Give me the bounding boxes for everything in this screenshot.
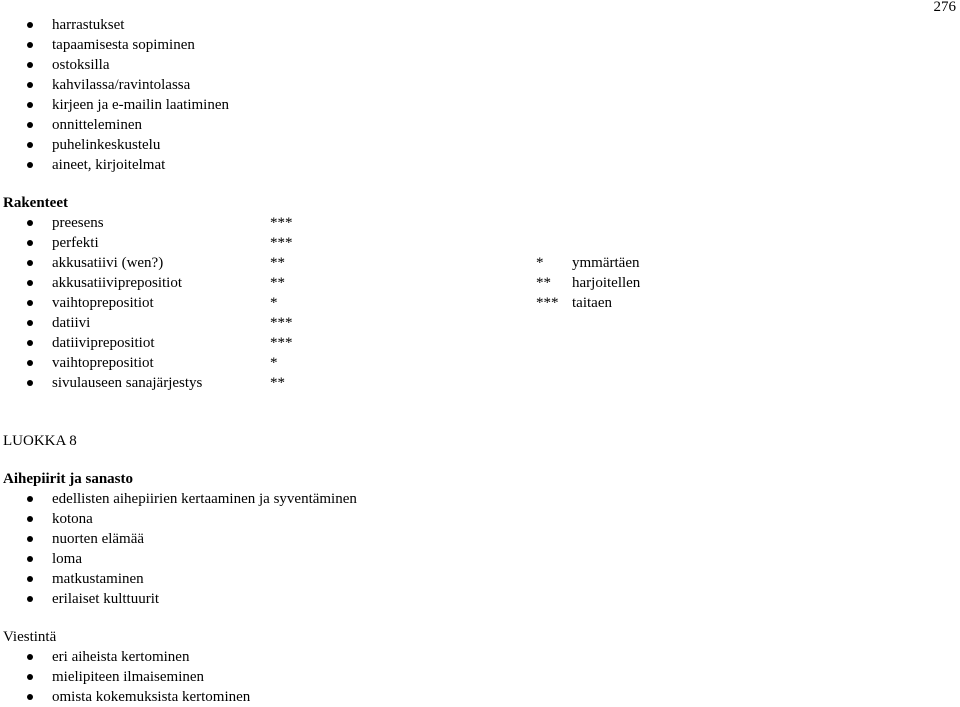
list-item: matkustaminen: [0, 569, 357, 589]
list-item: tapaamisesta sopiminen: [0, 35, 229, 55]
legend-label: harjoitellen: [572, 275, 641, 291]
list-item: aineet, kirjoitelmat: [0, 155, 229, 175]
star-rating: ***: [270, 315, 293, 331]
list-item: onnitteleminen: [0, 115, 229, 135]
list-item: puhelinkeskustelu: [0, 135, 229, 155]
structure-name: datiivi: [52, 315, 91, 331]
bullet-icon: [27, 556, 33, 562]
star-rating: ***: [270, 215, 293, 231]
star-rating: **: [270, 255, 285, 271]
bullet-icon: [27, 82, 33, 88]
legend-stars: *: [536, 255, 544, 271]
bullet-icon: [27, 516, 33, 522]
legend-stars: ***: [536, 295, 559, 311]
structure-name: akkusatiiviprepositiot: [52, 275, 182, 291]
bullet-icon: [27, 62, 33, 68]
list-item: [0, 273, 293, 293]
bullet-icon: [27, 42, 33, 48]
list-item: omista kokemuksista kertominen: [0, 687, 250, 707]
list-item: [0, 253, 293, 273]
list-item: kirjeen ja e-mailin laatiminen: [0, 95, 229, 115]
star-rating: **: [270, 275, 285, 291]
structure-name: preesens: [52, 215, 104, 231]
list-item: kahvilassa/ravintolassa: [0, 75, 229, 95]
star-legend: [536, 253, 640, 313]
list-item: loma: [0, 549, 357, 569]
legend-label: taitaen: [572, 295, 612, 311]
list-item: harrastukset: [0, 15, 229, 35]
structure-name: perfekti: [52, 235, 99, 251]
bullet-icon: [27, 102, 33, 108]
list-item: [0, 233, 293, 253]
aihepiirit-heading: Aihepiirit ja sanasto: [3, 471, 134, 487]
bullet-icon: [27, 654, 33, 660]
bullet-icon: [27, 380, 33, 386]
bullet-icon: [27, 240, 33, 246]
rakenteet-list: [0, 213, 293, 393]
viestinta-list: [0, 647, 250, 707]
bullet-icon: [27, 280, 33, 286]
aihepiirit-list: [0, 489, 357, 609]
legend-label: ymmärtäen: [572, 255, 640, 271]
structure-name: akkusatiivi (wen?): [52, 255, 164, 271]
rakenteet-heading: Rakenteet: [3, 195, 68, 211]
legend-row: [536, 293, 640, 313]
bullet-icon: [27, 596, 33, 602]
list-item: [0, 373, 293, 393]
structure-name: vaihtoprepositiot: [52, 355, 154, 371]
list-item: edellisten aihepiirien kertaaminen ja syventäminen: [0, 489, 357, 509]
list-item: [0, 353, 293, 373]
star-rating: ***: [270, 335, 293, 351]
list-item: [0, 333, 293, 353]
topics-list: [0, 15, 229, 175]
class-heading: LUOKKA 8: [3, 433, 77, 449]
bullet-icon: [27, 122, 33, 128]
bullet-icon: [27, 220, 33, 226]
structure-name: datiiviprepositiot: [52, 335, 155, 351]
list-item: ostoksilla: [0, 55, 229, 75]
bullet-icon: [27, 260, 33, 266]
list-item: erilaiset kulttuurit: [0, 589, 357, 609]
bullet-icon: [27, 496, 33, 502]
bullet-icon: [27, 320, 33, 326]
legend-stars: **: [536, 275, 551, 291]
list-item: mielipiteen ilmaiseminen: [0, 667, 250, 687]
bullet-icon: [27, 674, 33, 680]
bullet-icon: [27, 694, 33, 700]
bullet-icon: [27, 360, 33, 366]
list-item: [0, 213, 293, 233]
star-rating: *: [270, 295, 278, 311]
list-item: [0, 313, 293, 333]
structure-name: vaihtoprepositiot: [52, 295, 154, 311]
bullet-icon: [27, 536, 33, 542]
bullet-icon: [27, 22, 33, 28]
bullet-icon: [27, 340, 33, 346]
star-rating: **: [270, 375, 285, 391]
legend-row: [536, 253, 640, 273]
list-item: kotona: [0, 509, 357, 529]
star-rating: *: [270, 355, 278, 371]
structure-name: sivulauseen sanajärjestys: [52, 375, 203, 391]
bullet-icon: [27, 162, 33, 168]
legend-row: [536, 273, 640, 293]
bullet-icon: [27, 576, 33, 582]
page-number: 276: [933, 0, 956, 15]
list-item: [0, 293, 293, 313]
list-item: nuorten elämää: [0, 529, 357, 549]
bullet-icon: [27, 300, 33, 306]
star-rating: ***: [270, 235, 293, 251]
list-item: eri aiheista kertominen: [0, 647, 250, 667]
bullet-icon: [27, 142, 33, 148]
viestinta-heading: Viestintä: [3, 629, 57, 645]
